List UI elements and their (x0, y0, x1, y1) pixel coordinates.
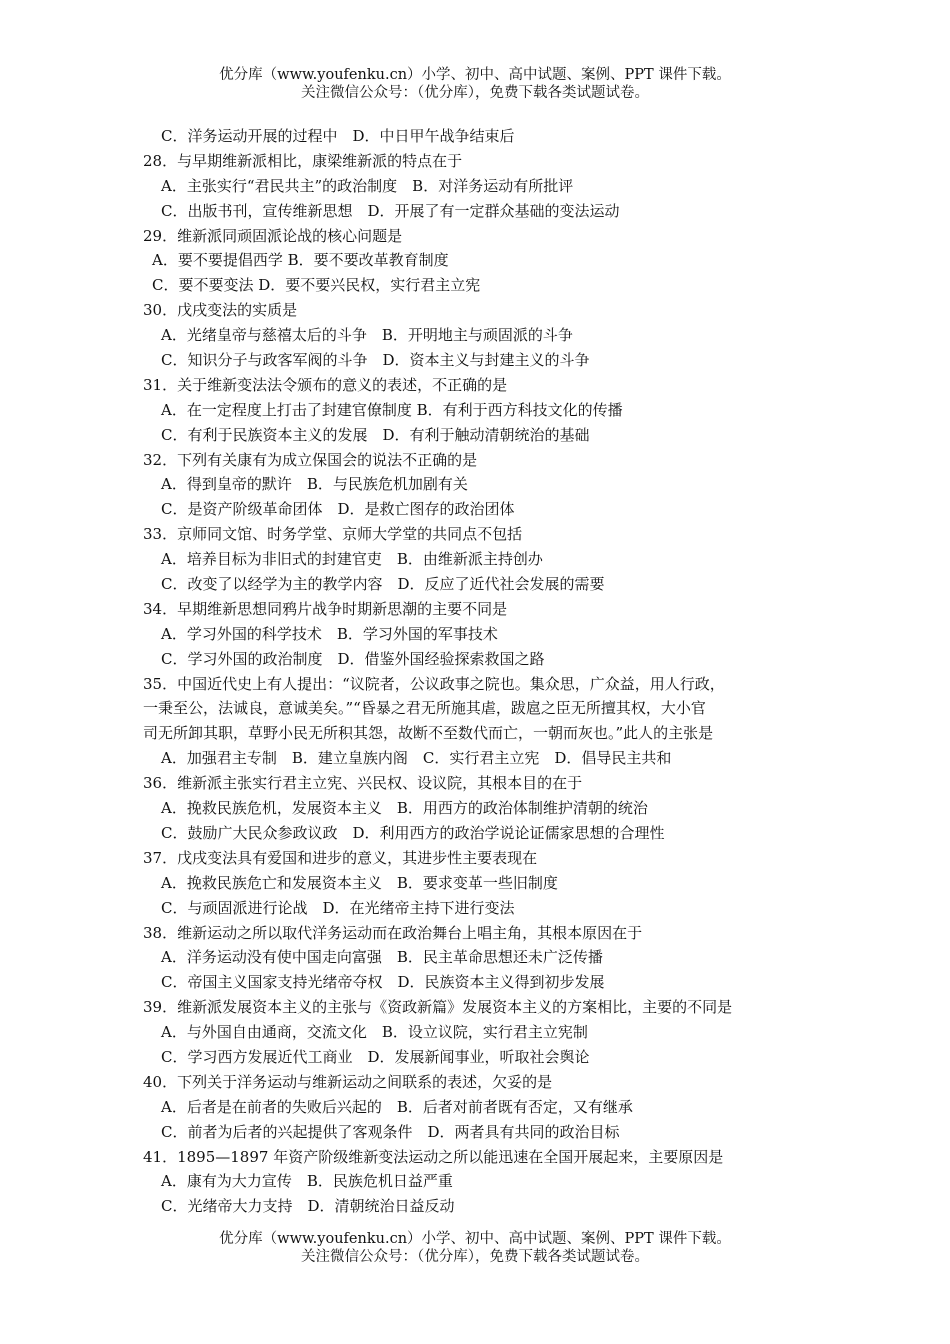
footer-line-2: 关注微信公众号：（优分库），免费下载各类试题试卷。 (301, 1249, 649, 1265)
question-line: 37．戊戌变法具有爱国和进步的意义，其进步性主要表现在 (143, 848, 538, 867)
option-line: A．得到皇帝的默许 B．与民族危机加剧有关 (161, 475, 468, 494)
question-line: 34．早期维新思想同鸦片战争时期新思潮的主要不同是 (143, 599, 508, 618)
question-line: 40．下列关于洋务运动与维新运动之间联系的表述，欠妥的是 (143, 1072, 553, 1091)
option-line: A．与外国自由通商，交流文化 B．设立议院，实行君主立宪制 (161, 1023, 588, 1042)
question-line: 30．戊戌变法的实质是 (143, 301, 298, 320)
option-line: A．挽救民族危亡和发展资本主义 B．要求变革一些旧制度 (161, 873, 558, 892)
option-line: A．学习外国的科学技术 B．学习外国的军事技术 (161, 624, 498, 643)
question-line: 司无所卸其职，草野小民无所积其怨，故断不至数代而亡，一朝而灰也。”此人的主张是 (143, 724, 714, 743)
option-line: C．光绪帝大力支持 D．清朝统治日益反动 (161, 1197, 455, 1216)
header-line-1: 优分库（www.youfenku.cn）小学、初中、高中试题、案例、PPT 课件下载。 (219, 67, 731, 83)
option-line: C．与顽固派进行论战 D．在光绪帝主持下进行变法 (161, 898, 515, 917)
option-line: C．知识分子与政客军阀的斗争 D．资本主义与封建主义的斗争 (161, 351, 590, 370)
option-line: A．培养目标为非旧式的封建官吏 B．由维新派主持创办 (161, 550, 543, 569)
option-line: A．要不要提倡西学 B．要不要改革教育制度 (152, 251, 449, 270)
option-line: C．有利于民族资本主义的发展 D．有利于触动清朝统治的基础 (161, 425, 590, 444)
option-line: C．学习外国的政治制度 D．借鉴外国经验探索救国之路 (161, 649, 545, 668)
question-line: 36．维新派主张实行君主立宪、兴民权、设议院，其根本目的在于 (143, 774, 583, 793)
question-line: 39．维新派发展资本主义的主张与《资政新篇》发展资本主义的方案相比，主要的不同是 (143, 998, 733, 1017)
page-footer (0, 1230, 950, 1266)
option-line: C．帝国主义国家支持光绪帝夺权 D．民族资本主义得到初步发展 (161, 973, 605, 992)
option-line: C．洋务运动开展的过程中 D．中日甲午战争结束后 (161, 127, 515, 145)
option-line: C．要不要变法 D．要不要兴民权，实行君主立宪 (152, 276, 481, 295)
page-header (0, 66, 950, 102)
question-line: 35．中国近代史上有人提出：“议院者，公议政事之院也。集众思，广众益，用人行政， (143, 674, 725, 693)
question-list (143, 124, 813, 1219)
option-line: C．鼓励广大民众参政议政 D．利用西方的政治学说论证儒家思想的合理性 (161, 823, 665, 842)
option-line: A．在一定程度上打击了封建官僚制度 B．有利于西方科技文化的传播 (161, 400, 623, 419)
option-line: A．加强君主专制 B．建立皇族内阁 C．实行君主立宪 D．倡导民主共和 (161, 749, 672, 768)
option-line: A．洋务运动没有使中国走向富强 B．民主革命思想还未广泛传播 (161, 948, 603, 967)
question-line: 32．下列有关康有为成立保国会的说法不正确的是 (143, 450, 478, 469)
option-line: C．改变了以经学为主的教学内容 D．反应了近代社会发展的需要 (161, 575, 605, 594)
question-line: 31．关于维新变法法令颁布的意义的表述，不正确的是 (143, 375, 508, 394)
option-line: A．主张实行“君民共主”的政治制度 B．对洋务运动有所批评 (161, 176, 574, 195)
option-line: C．前者为后者的兴起提供了客观条件 D．两者具有共同的政治目标 (161, 1122, 620, 1141)
option-line: A．康有为大力宣传 B．民族危机日益严重 (161, 1172, 453, 1191)
option-line: A．光绪皇帝与慈禧太后的斗争 B．开明地主与顽固派的斗争 (161, 326, 573, 345)
option-line: C．出版书刊，宣传维新思想 D．开展了有一定群众基础的变法运动 (161, 201, 620, 220)
question-line: 一秉至公，法诚良，意诚美矣。”“昏暴之君无所施其虐，跋扈之臣无所擅其权，大小官 (143, 699, 706, 718)
option-line: C．是资产阶级革命团体 D．是救亡图存的政治团体 (161, 500, 515, 519)
footer-line-1: 优分库（www.youfenku.cn）小学、初中、高中试题、案例、PPT 课件下载。 (219, 1231, 731, 1247)
question-line: 29．维新派同顽固派论战的核心问题是 (143, 226, 403, 245)
header-line-2: 关注微信公众号：（优分库），免费下载各类试题试卷。 (301, 85, 649, 101)
question-line: 28．与早期维新派相比，康梁维新派的特点在于 (143, 151, 463, 170)
option-line: A．挽救民族危机，发展资本主义 B．用西方的政治体制维护清朝的统治 (161, 799, 648, 818)
option-line: C．学习西方发展近代工商业 D．发展新闻事业，听取社会舆论 (161, 1047, 590, 1066)
option-line: A．后者是在前者的失败后兴起的 B．后者对前者既有否定，又有继承 (161, 1097, 633, 1116)
question-line: 38．维新运动之所以取代洋务运动而在政治舞台上唱主角，其根本原因在于 (143, 923, 643, 942)
question-line: 41．1895—1897 年资产阶级维新变法运动之所以能迅速在全国开展起来，主要原因是 (143, 1147, 724, 1166)
question-line: 33．京师同文馆、时务学堂、京师大学堂的共同点不包括 (143, 525, 523, 544)
